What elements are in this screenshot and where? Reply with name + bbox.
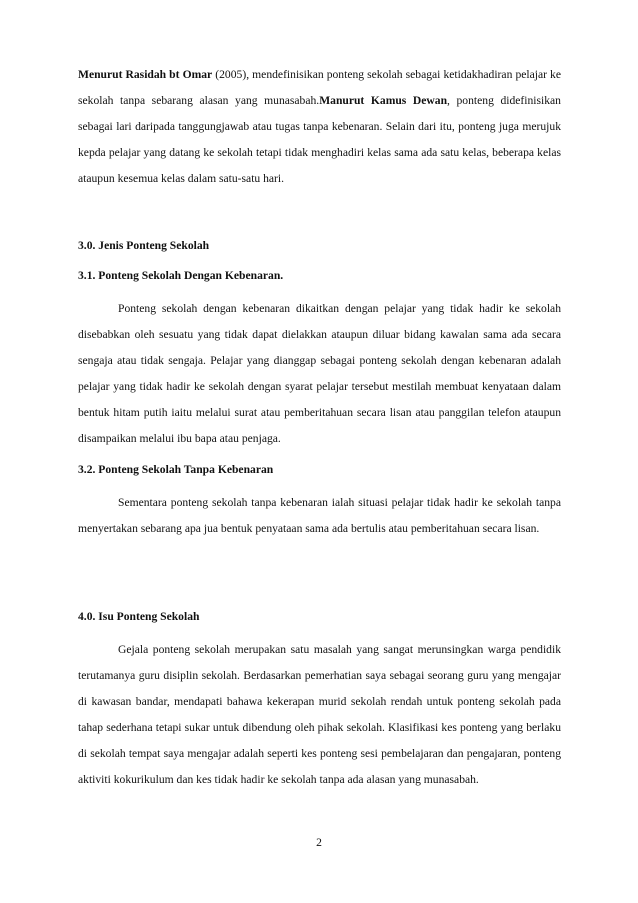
intro-text-2: , ponteng didefinisikan sebagai lari daripada tanggungjawab atau tugas tanpa kebenaran. Selain dari itu, ponteng juga merujuk kepda pelajar yang datang ke sekolah tetapi tidak menghadiri kelas sama ada satu kelas, beberapa kelas ataupun kesemua kelas dalam satu-satu hari.: [78, 94, 561, 185]
intro-paragraph: [78, 62, 561, 192]
author-name: Menurut Rasidah bt Omar: [78, 68, 213, 81]
section-4-body: Gejala ponteng sekolah merupakan satu masalah yang sangat merunsingkan warga pendidik terutamanya guru disiplin sekolah. Berdasarkan pemerhatian saya sebagai seorang guru yang mengajar di kawasan bandar, mendapati bahawa kekerapan murid sekolah rendah untuk ponteng sekolah pada tahap sederhana tetapi sukar untuk dibendung oleh pihak sekolah. Klasifikasi kes ponteng yang berlaku di sekolah tempat saya mengajar adalah seperti kes ponteng sesi pembelajaran dan pengajaran, ponteng aktiviti kokurikulum dan kes tidak hadir ke sekolah tanpa ada alasan yang munasabah.: [78, 643, 561, 786]
section-3-2-body: Sementara ponteng sekolah tanpa kebenaran ialah situasi pelajar tidak hadir ke sekolah tanpa menyertakan sebarang apa jua bentuk penyataan sama ada bertulis atau pemberitahuan secara lisan.: [78, 496, 561, 535]
section-3-heading: 3.0. Jenis Ponteng Sekolah: [78, 239, 210, 252]
page-number: 2: [316, 836, 322, 849]
section-3-1-heading: 3.1. Ponteng Sekolah Dengan Kebenaran.: [78, 269, 284, 282]
section-3-1-body: Ponteng sekolah dengan kebenaran dikaitkan dengan pelajar yang tidak hadir ke sekolah disebabkan oleh sesuatu yang tidak dapat dielakkan ataupun diluar bidang kawalan sama ada secara sengaja atau tidak sengaja. Pelajar yang dianggap sebagai ponteng sekolah dengan kebenaran adalah pelajar yang tidak hadir ke sekolah dengan syarat pelajar tersebut mestilah membuat kenyataan dalam bentuk hitam putih iaitu melalui surat atau pemberitahuan secara lisan atau panggilan telefon ataupun disampaikan melalui ibu bapa atau penjaga.: [78, 302, 561, 445]
section-4-heading: 4.0. Isu Ponteng Sekolah: [78, 610, 200, 623]
dictionary-name: Manurut Kamus Dewan: [319, 94, 448, 107]
intro-text-1: (2005), mendefinisikan ponteng sekolah sebagai ketidakhadiran pelajar ke sekolah tanpa sebarang alasan yang munasabah.: [78, 68, 561, 107]
section-3-2-heading: 3.2. Ponteng Sekolah Tanpa Kebenaran: [78, 463, 274, 476]
document-page: [78, 62, 561, 793]
